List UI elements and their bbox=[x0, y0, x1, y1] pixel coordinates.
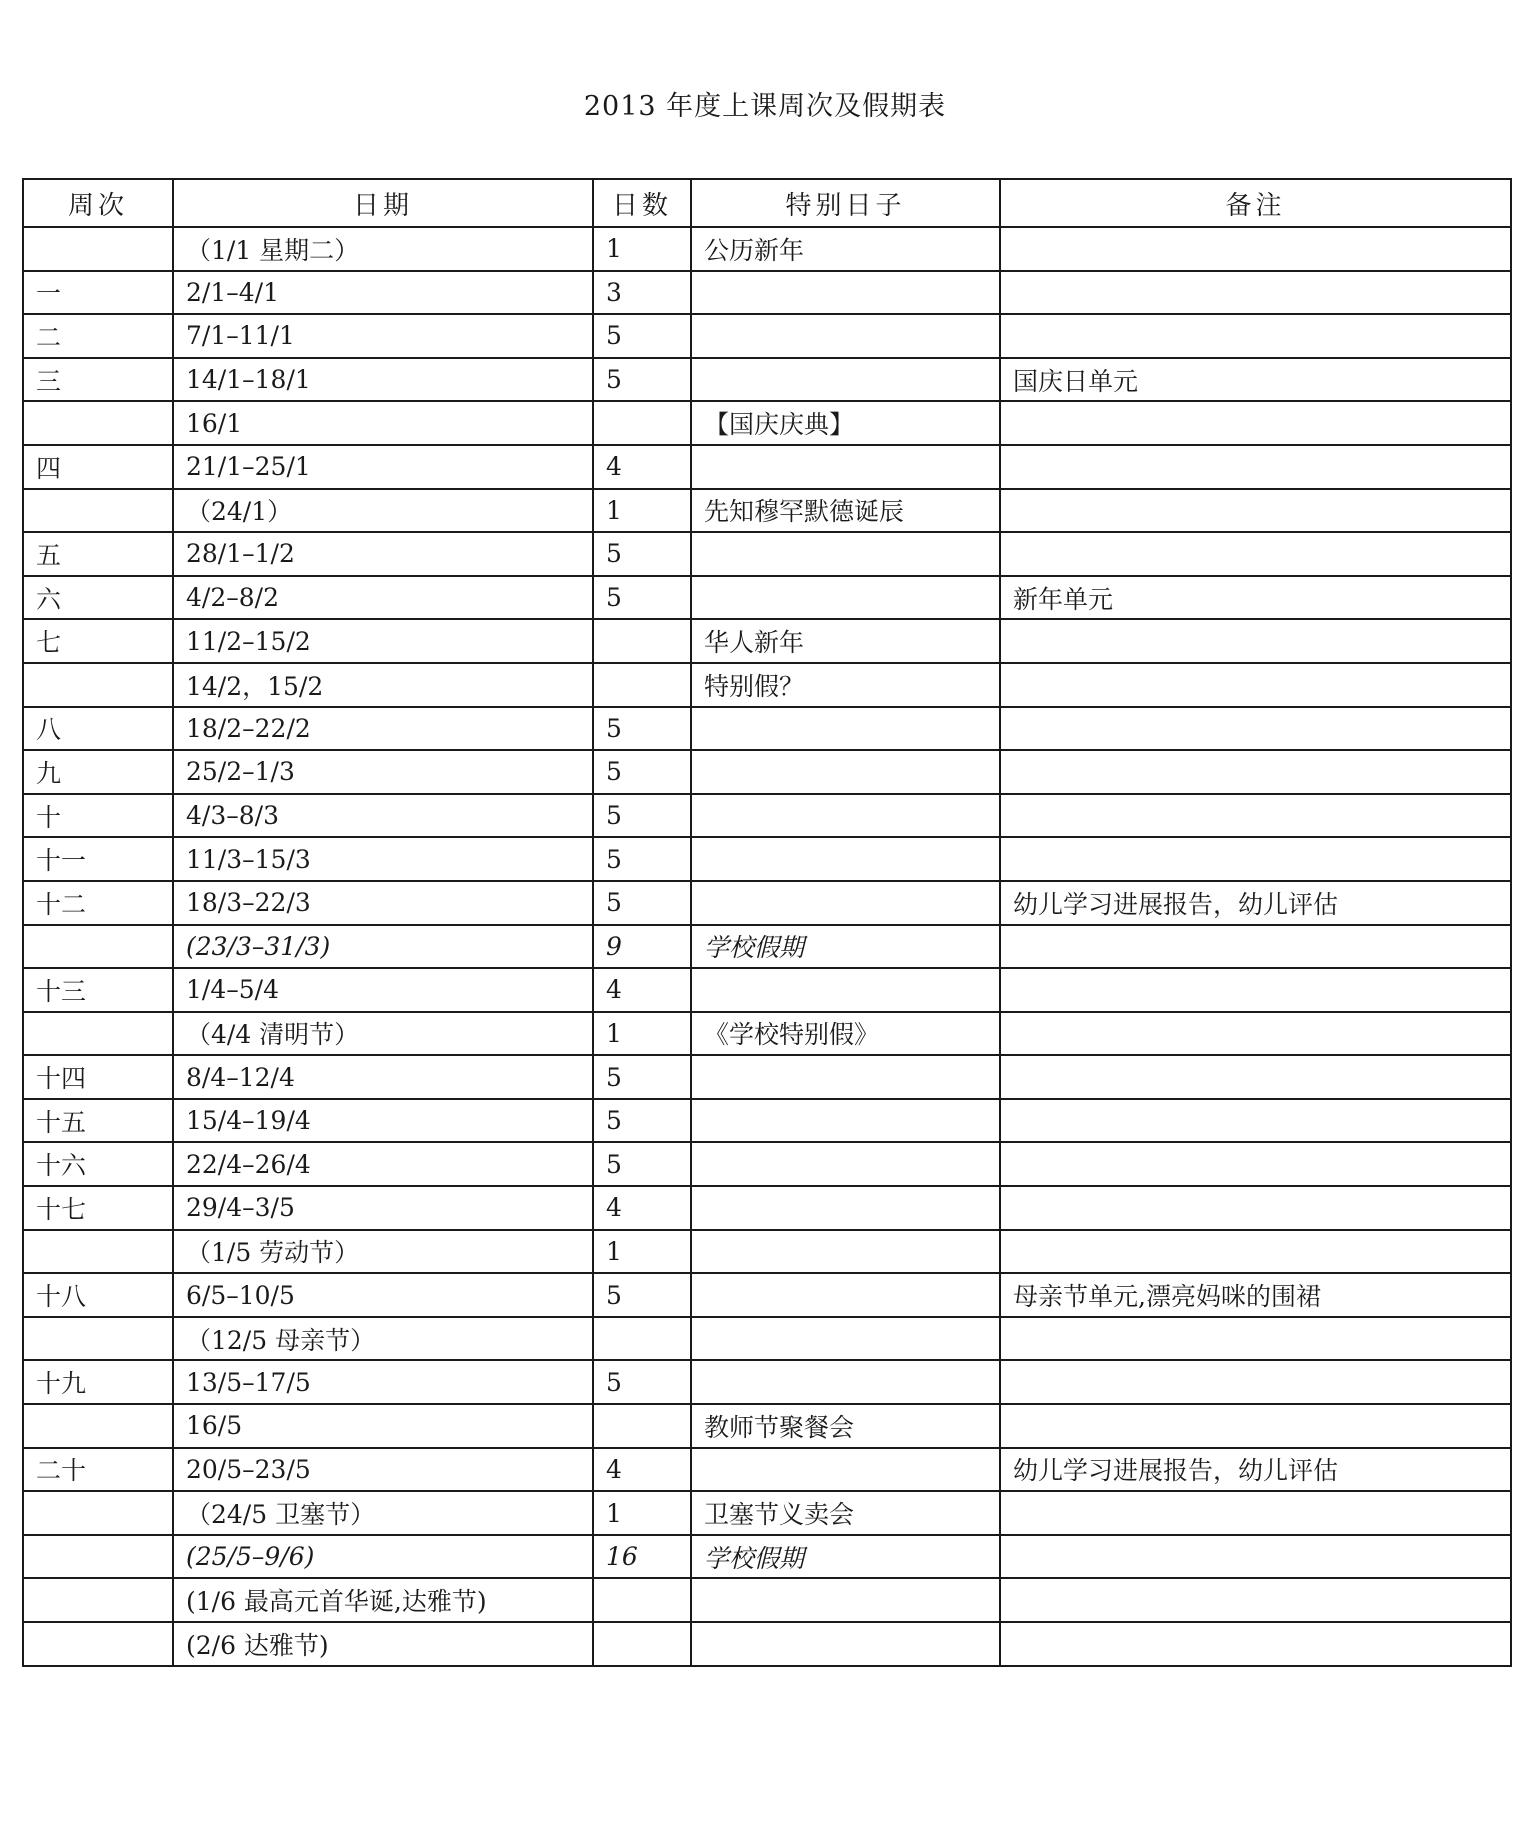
remarks-cell bbox=[1000, 532, 1511, 576]
special-day-cell bbox=[691, 750, 1000, 794]
date-cell: (1/6 最高元首华诞,达雅节) bbox=[173, 1578, 593, 1622]
week-cell: 三 bbox=[23, 358, 173, 402]
days-cell: 4 bbox=[593, 1448, 691, 1492]
table-row bbox=[23, 750, 1511, 794]
week-cell: 七 bbox=[23, 619, 173, 663]
remarks-cell bbox=[1000, 1099, 1511, 1143]
table-row bbox=[23, 1404, 1511, 1448]
remarks-cell bbox=[1000, 401, 1511, 445]
week-cell bbox=[23, 1404, 173, 1448]
table-row bbox=[23, 1578, 1511, 1622]
header-week: 周次 bbox=[23, 179, 173, 227]
week-cell: 一 bbox=[23, 271, 173, 315]
table-row bbox=[23, 227, 1511, 271]
days-cell: 5 bbox=[593, 576, 691, 620]
remarks-cell bbox=[1000, 1360, 1511, 1404]
special-day-cell bbox=[691, 968, 1000, 1012]
special-day-cell: 【国庆庆典】 bbox=[691, 401, 1000, 445]
special-day-cell: 学校假期 bbox=[691, 925, 1000, 969]
days-cell: 1 bbox=[593, 1230, 691, 1274]
days-cell: 5 bbox=[593, 881, 691, 925]
special-day-cell: 先知穆罕默德诞辰 bbox=[691, 489, 1000, 533]
table-row bbox=[23, 532, 1511, 576]
table-row bbox=[23, 619, 1511, 663]
document-title: 2013 年度上课周次及假期表 bbox=[583, 91, 947, 122]
date-cell: 14/1–18/1 bbox=[173, 358, 593, 402]
table-row bbox=[23, 837, 1511, 881]
days-cell: 4 bbox=[593, 1186, 691, 1230]
date-cell: 4/3–8/3 bbox=[173, 794, 593, 838]
table-row bbox=[23, 881, 1511, 925]
special-day-cell bbox=[691, 881, 1000, 925]
special-day-cell bbox=[691, 532, 1000, 576]
days-cell: 3 bbox=[593, 271, 691, 315]
remarks-cell bbox=[1000, 1055, 1511, 1099]
week-cell: 十五 bbox=[23, 1099, 173, 1143]
week-cell bbox=[23, 663, 173, 707]
week-cell bbox=[23, 1535, 173, 1579]
remarks-cell bbox=[1000, 1142, 1511, 1186]
date-cell: 18/3–22/3 bbox=[173, 881, 593, 925]
days-cell: 5 bbox=[593, 1273, 691, 1317]
table-row bbox=[23, 1186, 1511, 1230]
week-cell: 十一 bbox=[23, 837, 173, 881]
table-row bbox=[23, 1099, 1511, 1143]
remarks-cell: 母亲节单元,漂亮妈咪的围裙 bbox=[1000, 1273, 1511, 1317]
date-cell: （12/5 母亲节） bbox=[173, 1317, 593, 1361]
remarks-cell bbox=[1000, 1230, 1511, 1274]
date-cell: 18/2–22/2 bbox=[173, 707, 593, 751]
week-cell bbox=[23, 401, 173, 445]
week-cell bbox=[23, 227, 173, 271]
special-day-cell: 华人新年 bbox=[691, 619, 1000, 663]
special-day-cell: 公历新年 bbox=[691, 227, 1000, 271]
week-cell bbox=[23, 1230, 173, 1274]
week-cell: 六 bbox=[23, 576, 173, 620]
days-cell: 5 bbox=[593, 1055, 691, 1099]
special-day-cell bbox=[691, 445, 1000, 489]
week-cell bbox=[23, 1622, 173, 1666]
remarks-cell bbox=[1000, 1535, 1511, 1579]
date-cell: 28/1–1/2 bbox=[173, 532, 593, 576]
table-row bbox=[23, 663, 1511, 707]
date-cell: 7/1–11/1 bbox=[173, 314, 593, 358]
table-row bbox=[23, 1535, 1511, 1579]
date-cell: 21/1–25/1 bbox=[173, 445, 593, 489]
week-cell: 十七 bbox=[23, 1186, 173, 1230]
remarks-cell: 幼儿学习进展报告，幼儿评估 bbox=[1000, 881, 1511, 925]
date-cell: （1/5 劳动节） bbox=[173, 1230, 593, 1274]
days-cell: 5 bbox=[593, 314, 691, 358]
remarks-cell bbox=[1000, 1012, 1511, 1056]
date-cell: 2/1–4/1 bbox=[173, 271, 593, 315]
date-cell: 20/5–23/5 bbox=[173, 1448, 593, 1492]
days-cell: 1 bbox=[593, 1012, 691, 1056]
special-day-cell bbox=[691, 1099, 1000, 1143]
days-cell: 5 bbox=[593, 837, 691, 881]
days-cell: 16 bbox=[593, 1535, 691, 1579]
table-row bbox=[23, 489, 1511, 533]
days-cell: 1 bbox=[593, 227, 691, 271]
week-cell: 四 bbox=[23, 445, 173, 489]
days-cell: 1 bbox=[593, 1491, 691, 1535]
table-row bbox=[23, 271, 1511, 315]
week-cell: 十九 bbox=[23, 1360, 173, 1404]
special-day-cell bbox=[691, 358, 1000, 402]
table-row bbox=[23, 1230, 1511, 1274]
week-cell bbox=[23, 1012, 173, 1056]
remarks-cell bbox=[1000, 1578, 1511, 1622]
remarks-cell: 新年单元 bbox=[1000, 576, 1511, 620]
date-cell: 8/4–12/4 bbox=[173, 1055, 593, 1099]
remarks-cell bbox=[1000, 271, 1511, 315]
week-cell: 二十 bbox=[23, 1448, 173, 1492]
remarks-cell bbox=[1000, 968, 1511, 1012]
remarks-cell bbox=[1000, 837, 1511, 881]
special-day-cell bbox=[691, 707, 1000, 751]
week-cell: 十六 bbox=[23, 1142, 173, 1186]
table-row bbox=[23, 1055, 1511, 1099]
week-cell: 十三 bbox=[23, 968, 173, 1012]
remarks-cell bbox=[1000, 619, 1511, 663]
days-cell bbox=[593, 1404, 691, 1448]
special-day-cell: 学校假期 bbox=[691, 1535, 1000, 1579]
table-row bbox=[23, 925, 1511, 969]
remarks-cell bbox=[1000, 663, 1511, 707]
date-cell: 16/1 bbox=[173, 401, 593, 445]
date-cell: 1/4–5/4 bbox=[173, 968, 593, 1012]
special-day-cell: 《学校特别假》 bbox=[691, 1012, 1000, 1056]
table-row bbox=[23, 1142, 1511, 1186]
week-cell: 十四 bbox=[23, 1055, 173, 1099]
table-row bbox=[23, 1012, 1511, 1056]
week-cell: 五 bbox=[23, 532, 173, 576]
special-day-cell bbox=[691, 314, 1000, 358]
special-day-cell bbox=[691, 837, 1000, 881]
special-day-cell bbox=[691, 1578, 1000, 1622]
date-cell: 25/2–1/3 bbox=[173, 750, 593, 794]
table-row bbox=[23, 1448, 1511, 1492]
remarks-cell: 幼儿学习进展报告，幼儿评估 bbox=[1000, 1448, 1511, 1492]
days-cell: 5 bbox=[593, 794, 691, 838]
date-cell: (2/6 达雅节) bbox=[173, 1622, 593, 1666]
date-cell: （1/1 星期二） bbox=[173, 227, 593, 271]
remarks-cell bbox=[1000, 1186, 1511, 1230]
table-row bbox=[23, 1360, 1511, 1404]
days-cell bbox=[593, 619, 691, 663]
header-days: 日数 bbox=[593, 179, 691, 227]
date-cell: 16/5 bbox=[173, 1404, 593, 1448]
table-row bbox=[23, 707, 1511, 751]
week-cell bbox=[23, 925, 173, 969]
date-cell: (25/5–9/6) bbox=[173, 1535, 593, 1579]
date-cell: 29/4–3/5 bbox=[173, 1186, 593, 1230]
table-row bbox=[23, 1491, 1511, 1535]
week-cell bbox=[23, 1578, 173, 1622]
date-cell: 11/2–15/2 bbox=[173, 619, 593, 663]
table-row bbox=[23, 401, 1511, 445]
special-day-cell bbox=[691, 1448, 1000, 1492]
remarks-cell bbox=[1000, 794, 1511, 838]
special-day-cell bbox=[691, 576, 1000, 620]
special-day-cell: 特别假？ bbox=[691, 663, 1000, 707]
days-cell bbox=[593, 1622, 691, 1666]
date-cell: 14/2，15/2 bbox=[173, 663, 593, 707]
week-cell bbox=[23, 1491, 173, 1535]
table-row bbox=[23, 968, 1511, 1012]
header-date: 日期 bbox=[173, 179, 593, 227]
date-cell: （24/5 卫塞节） bbox=[173, 1491, 593, 1535]
remarks-cell bbox=[1000, 707, 1511, 751]
special-day-cell: 教师节聚餐会 bbox=[691, 1404, 1000, 1448]
days-cell bbox=[593, 1578, 691, 1622]
days-cell: 5 bbox=[593, 1142, 691, 1186]
remarks-cell bbox=[1000, 750, 1511, 794]
remarks-cell bbox=[1000, 1491, 1511, 1535]
special-day-cell bbox=[691, 1230, 1000, 1274]
remarks-cell bbox=[1000, 489, 1511, 533]
week-cell: 十二 bbox=[23, 881, 173, 925]
days-cell bbox=[593, 401, 691, 445]
table-row bbox=[23, 576, 1511, 620]
special-day-cell bbox=[691, 1360, 1000, 1404]
days-cell: 5 bbox=[593, 532, 691, 576]
days-cell bbox=[593, 1317, 691, 1361]
table-row bbox=[23, 1622, 1511, 1666]
table-row bbox=[23, 1317, 1511, 1361]
days-cell: 5 bbox=[593, 1099, 691, 1143]
date-cell: （24/1） bbox=[173, 489, 593, 533]
date-cell: 13/5–17/5 bbox=[173, 1360, 593, 1404]
remarks-cell bbox=[1000, 1317, 1511, 1361]
date-cell: 4/2–8/2 bbox=[173, 576, 593, 620]
special-day-cell bbox=[691, 1273, 1000, 1317]
special-day-cell bbox=[691, 1317, 1000, 1361]
week-cell bbox=[23, 489, 173, 533]
date-cell: 22/4–26/4 bbox=[173, 1142, 593, 1186]
week-cell: 十八 bbox=[23, 1273, 173, 1317]
remarks-cell bbox=[1000, 1622, 1511, 1666]
date-cell: 11/3–15/3 bbox=[173, 837, 593, 881]
remarks-cell bbox=[1000, 314, 1511, 358]
header-remarks: 备注 bbox=[1000, 179, 1511, 227]
special-day-cell bbox=[691, 1142, 1000, 1186]
week-cell: 九 bbox=[23, 750, 173, 794]
table-row bbox=[23, 314, 1511, 358]
remarks-cell: 国庆日单元 bbox=[1000, 358, 1511, 402]
days-cell: 9 bbox=[593, 925, 691, 969]
remarks-cell bbox=[1000, 227, 1511, 271]
date-cell: 6/5–10/5 bbox=[173, 1273, 593, 1317]
days-cell: 5 bbox=[593, 750, 691, 794]
table-row bbox=[23, 358, 1511, 402]
week-cell bbox=[23, 1317, 173, 1361]
days-cell: 1 bbox=[593, 489, 691, 533]
special-day-cell: 卫塞节义卖会 bbox=[691, 1491, 1000, 1535]
special-day-cell bbox=[691, 1055, 1000, 1099]
special-day-cell bbox=[691, 794, 1000, 838]
remarks-cell bbox=[1000, 925, 1511, 969]
date-cell: 15/4–19/4 bbox=[173, 1099, 593, 1143]
days-cell: 5 bbox=[593, 1360, 691, 1404]
remarks-cell bbox=[1000, 445, 1511, 489]
date-cell: （4/4 清明节） bbox=[173, 1012, 593, 1056]
table-row bbox=[23, 445, 1511, 489]
week-cell: 八 bbox=[23, 707, 173, 751]
days-cell: 5 bbox=[593, 358, 691, 402]
days-cell: 4 bbox=[593, 445, 691, 489]
table-body bbox=[23, 227, 1511, 1666]
table-row bbox=[23, 1273, 1511, 1317]
table-row bbox=[23, 794, 1511, 838]
remarks-cell bbox=[1000, 1404, 1511, 1448]
special-day-cell bbox=[691, 1622, 1000, 1666]
table-header-row bbox=[23, 179, 1511, 227]
week-cell: 十 bbox=[23, 794, 173, 838]
date-cell: (23/3–31/3) bbox=[173, 925, 593, 969]
days-cell: 5 bbox=[593, 707, 691, 751]
special-day-cell bbox=[691, 1186, 1000, 1230]
schedule-table bbox=[22, 178, 1512, 1667]
days-cell: 4 bbox=[593, 968, 691, 1012]
special-day-cell bbox=[691, 271, 1000, 315]
days-cell bbox=[593, 663, 691, 707]
week-cell: 二 bbox=[23, 314, 173, 358]
header-special-day: 特别日子 bbox=[691, 179, 1000, 227]
